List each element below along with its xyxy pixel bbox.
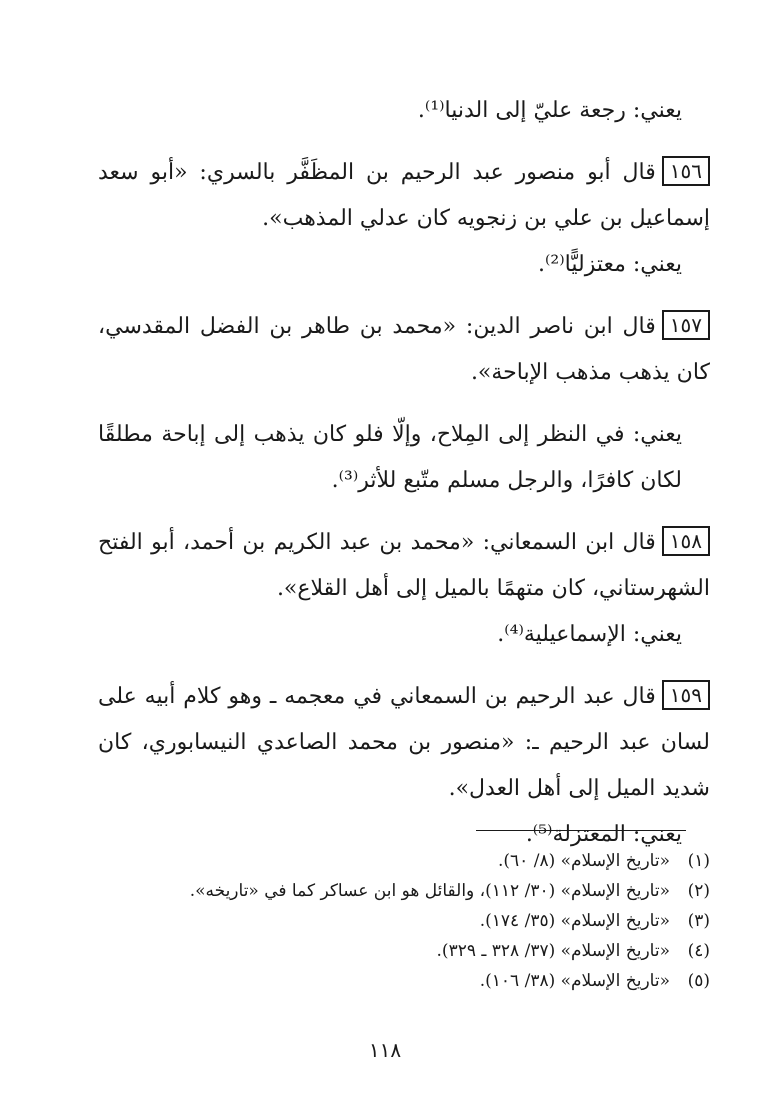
entry-paragraph (98, 674, 710, 812)
entry-text: قال عبد الرحيم بن السمعاني في معجمه ـ وهو كلام أبيه على لسان عبد الرحيم ـ: «منصور بن محمد الصاعدي النيسابوري، كان شديد الميل إلى أهل العدل». (98, 684, 710, 801)
footnote (98, 936, 710, 966)
footnote (98, 846, 710, 876)
footnote (98, 876, 710, 906)
explanation-text: يعني: في النظر إلى المِلاح، وإلّا فلو كان يذهب إلى إباحة مطلقًا لكان كافرًا، والرجل مسلم متّبع للأثر⁽³⁾. (98, 422, 682, 493)
entry-number-badge: ١٥٨ (662, 526, 710, 556)
footnote-text: «تاريخ الإسلام» (٣٨/ ١٠٦). (479, 971, 670, 991)
entry-number-badge: ١٥٧ (662, 310, 710, 340)
footnote-divider (476, 830, 686, 831)
entry-paragraph (98, 304, 710, 396)
footnote-number: (٢) (687, 881, 710, 901)
explanation-line (98, 88, 710, 134)
entry-text: قال ابن السمعاني: «محمد بن عبد الكريم بن أحمد، أبو الفتح الشهرستاني، كان متهمًا بالميل إلى أهل القلاع». (98, 530, 710, 601)
footnote-number: (٤) (687, 941, 710, 961)
footnote-number: (١) (687, 851, 710, 871)
footnote (98, 906, 710, 936)
explanation-text: يعني: المعتزلة⁽⁵⁾. (525, 822, 682, 847)
entry-text: قال أبو منصور عبد الرحيم بن المظَفَّر بالسري: «أبو سعد إسماعيل بن علي بن زنجويه كان عدلي المذهب». (98, 160, 710, 231)
entry-text: قال ابن ناصر الدين: «محمد بن طاهر بن الفضل المقدسي، كان يذهب مذهب الإباحة». (98, 314, 710, 385)
footnote-text: «تاريخ الإسلام» (٣٥/ ١٧٤). (479, 911, 670, 931)
entry-paragraph (98, 520, 710, 612)
explanation-line (98, 412, 710, 504)
page-number: ١١٨ (368, 1038, 402, 1062)
entry-number-badge: ١٥٦ (662, 156, 710, 186)
footnote (98, 966, 710, 996)
footnote-text: «تاريخ الإسلام» (٣٠/ ١١٢)، والقائل هو ابن عساكر كما في «تاريخه». (189, 881, 670, 901)
footnote-number: (٣) (687, 911, 710, 931)
footnote-text: «تاريخ الإسلام» (٣٧/ ٣٢٨ ـ ٣٢٩). (436, 941, 670, 961)
entry-number-badge: ١٥٩ (662, 680, 710, 710)
main-text (98, 88, 710, 858)
explanation-text: يعني: الإسماعيلية⁽⁴⁾. (497, 622, 682, 647)
footnote-text: «تاريخ الإسلام» (٨/ ٦٠). (498, 851, 670, 871)
explanation-line (98, 242, 710, 288)
footnotes (98, 846, 710, 996)
explanation-text: يعني: معتزليًّا⁽²⁾. (538, 252, 682, 277)
explanation-text: يعني: رجعة عليّ إلى الدنيا⁽¹⁾. (417, 98, 682, 123)
explanation-line (98, 612, 710, 658)
footnote-number: (٥) (687, 971, 710, 991)
entry-paragraph (98, 150, 710, 242)
